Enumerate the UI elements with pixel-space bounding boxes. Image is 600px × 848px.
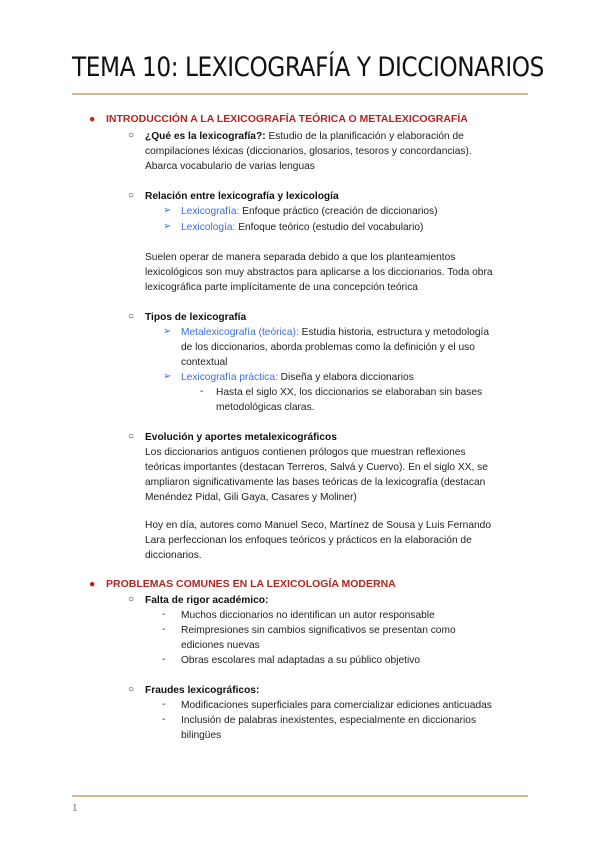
bullet-dot-icon: ● [89, 578, 96, 590]
bullet-dot-icon: ● [89, 113, 96, 125]
dash-bullet-icon: - [162, 654, 166, 665]
fraudes-heading: Fraudes lexicográficos: [145, 685, 260, 696]
evolucion-para1-line1: Los diccionarios antiguos contienen prólogos que muestran reflexiones [145, 447, 466, 458]
relacion-item-lexicografia [181, 204, 438, 220]
desc-lexicologia: Enfoque teórico (estudio del vocabulario) [235, 222, 424, 233]
evolucion-para2-line1: Hoy en día, autores como Manuel Seco, Martínez de Sousa y Luis Fernando [145, 520, 492, 531]
evolucion-heading: Evolución y aportes metalexicográficos [145, 432, 337, 443]
arrow-bullet-icon: ➢ [163, 371, 172, 382]
rigor-item-1: Muchos diccionarios no identifican un autor responsable [181, 610, 435, 621]
relacion-heading: Relación entre lexicografía y lexicología [145, 191, 339, 202]
evolucion-para1-line2: teóricas importantes (destacan Terreros, Salvá y Cuervo). En el siglo XX, se [145, 462, 488, 473]
que-es-line3: Abarca vocabulario de varias lenguas [145, 161, 315, 172]
rigor-item-2: Reimpresiones sin cambios significativos se presentan como [181, 625, 456, 636]
circle-bullet-icon: ○ [128, 431, 135, 442]
section-problems-label: PROBLEMAS COMUNES EN LA LEXICOLOGÍA MODERNA [106, 578, 396, 590]
que-es-label: ¿Qué es la lexicografía?: [145, 131, 266, 142]
page-number: 1 [72, 802, 78, 814]
tipos-practica [181, 370, 414, 386]
prac-desc: Diseña y elabora diccionarios [277, 372, 414, 383]
term-lexicografia: Lexicografía: [181, 206, 240, 217]
evolucion-para1-line3: ampliaron significativamente las bases teóricas de la lexicografía (destacan [145, 477, 486, 488]
section-intro-label: INTRODUCCIÓN A LA LEXICOGRAFÍA TEÓRICA O METALEXICOGRAFÍA [106, 113, 468, 125]
dash-bullet-icon: - [162, 609, 166, 620]
tipos-meta-line1 [181, 325, 528, 341]
term-lexicografia-practica: Lexicografía práctica: [181, 372, 278, 383]
tipos-meta-line3: contextual [181, 357, 228, 368]
rigor-item-2-cont: ediciones nuevas [181, 640, 260, 651]
section-heading-problems [89, 578, 396, 590]
dash-bullet-icon: - [200, 386, 204, 397]
relacion-item-lexicologia [181, 220, 423, 236]
circle-bullet-icon: ○ [128, 130, 135, 141]
circle-bullet-icon: ○ [128, 684, 135, 695]
fraudes-item-2: Inclusión de palabras inexistentes, especialmente en diccionarios [181, 715, 477, 726]
footer-divider [72, 795, 528, 797]
title-divider [72, 93, 528, 95]
rigor-heading: Falta de rigor académico: [145, 595, 269, 606]
page-title: TEMA 10: LEXICOGRAFÍA Y DICCIONARIOS [72, 52, 544, 83]
tipos-heading: Tipos de lexicografía [145, 312, 247, 323]
term-metalexicografia: Metalexicografía (teórica): [181, 327, 299, 338]
circle-bullet-icon: ○ [128, 311, 135, 322]
dash-bullet-icon: - [162, 624, 166, 635]
tipos-meta-line2: de los diccionarios, aborda problemas como la definición y el uso [181, 342, 475, 353]
que-es-line2: compilaciones léxicas (diccionarios, glosarios, tesoros y concordancias). [145, 146, 472, 157]
section-heading-intro [89, 113, 468, 125]
arrow-bullet-icon: ➢ [163, 205, 172, 216]
circle-bullet-icon: ○ [128, 190, 135, 201]
circle-bullet-icon: ○ [128, 594, 135, 605]
dash-bullet-icon: - [162, 699, 166, 710]
fraudes-item-1: Modificaciones superficiales para comercializar ediciones anticuadas [181, 700, 492, 711]
tipos-sub-line1: Hasta el siglo XX, los diccionarios se elaboraban sin bases [216, 387, 483, 398]
arrow-bullet-icon: ➢ [163, 326, 172, 337]
tipos-sub-line2: metodológicas claras. [216, 402, 315, 413]
fraudes-item-2-cont: bilingües [181, 730, 222, 741]
evolucion-para1-line4: Menéndez Pidal, Gili Gaya, Casares y Moliner) [145, 492, 357, 503]
relacion-para-line2: lexicológicos son muy abstractos para aplicarse a los diccionarios. Toda obra [145, 267, 493, 278]
meta-desc: Estudia historia, estructura y metodología [298, 327, 490, 338]
dash-bullet-icon: - [162, 714, 166, 725]
rigor-item-3: Obras escolares mal adaptadas a su público objetivo [181, 655, 420, 666]
relacion-para-line1: Suelen operar de manera separada debido a que los planteamientos [145, 252, 456, 263]
evolucion-para2-line3: diccionarios. [145, 550, 202, 561]
arrow-bullet-icon: ➢ [163, 221, 172, 232]
relacion-para-line3: lexicográfica parte implícitamente de una concepción teórica [145, 282, 418, 293]
desc-lexicografia: Enfoque práctico (creación de diccionarios) [239, 206, 438, 217]
term-lexicologia: Lexicología: [181, 222, 236, 233]
que-es-line1 [145, 129, 528, 145]
evolucion-para2-line2: Lara perfeccionan los enfoques teóricos y prácticos en la elaboración de [145, 535, 472, 546]
que-es-text: Estudio de la planificación y elaboración de [268, 131, 464, 142]
